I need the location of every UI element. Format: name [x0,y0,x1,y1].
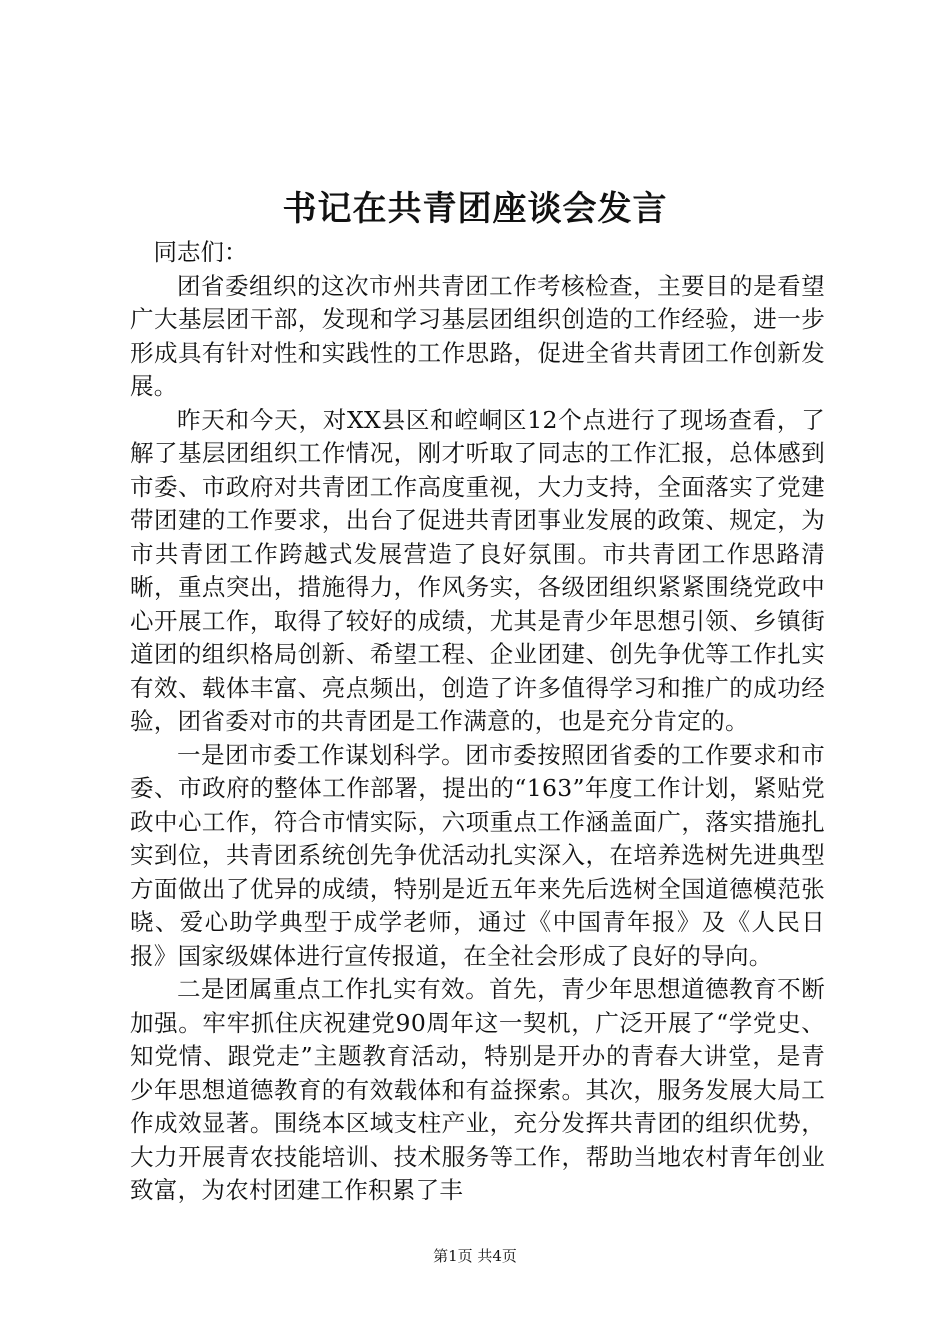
paragraph-4: 二是团属重点工作扎实有效。首先，青少年思想道德教育不断加强。牢牢抓住庆祝建党90周年这一契机，广泛开展了“学党史、知党情、跟党走”主题教育活动，特别是开办的青春大讲堂，是青少年思想道德教育的有效载体和有益探索。其次，服务发展大局工作成效显著。围绕本区域支柱产业，充分发挥共青团的组织优势，大力开展青农技能培训、技术服务等工作，帮助当地农村青年创业致富，为农村团建工作积累了丰 [130,975,825,1204]
document-body [130,236,825,1208]
paragraph-3: 一是团市委工作谋划科学。团市委按照团省委的工作要求和市委、市政府的整体工作部署，提出的“163”年度工作计划，紧贴党政中心工作，符合市情实际，六项重点工作涵盖面广，落实措施扎实到位，共青团系统创先争优活动扎实深入，在培养选树先进典型方面做出了优异的成绩，特别是近五年来先后选树全国道德模范张晓、爱心助学典型于成学老师，通过《中国青年报》及《人民日报》国家级媒体进行宣传报道，在全社会形成了良好的导向。 [130,740,825,970]
page-number-footer: 第1页 共4页 [433,1247,517,1265]
paragraph-2: 昨天和今天，对XX县区和崆峒区12个点进行了现场查看，了解了基层团组织工作情况，刚才听取了同志的工作汇报，总体感到市委、市政府对共青团工作高度重视，大力支持，全面落实了党建带团建的工作要求，出台了促进共青团事业发展的政策、规定，为市共青团工作跨越式发展营造了良好氛围。市共青团工作思路清晰，重点突出，措施得力，作风务实，各级团组织紧紧围绕党政中心开展工作，取得了较好的成绩，尤其是青少年思想引领、乡镇街道团的组织格局创新、希望工程、企业团建、创先争优等工作扎实有效、载体丰富、亮点频出，创造了许多值得学习和推广的成功经验，团省委对市的共青团是工作满意的，也是充分肯定的。 [130,405,825,735]
salutation: 同志们： [153,238,248,266]
paragraph-1: 团省委组织的这次市州共青团工作考核检查，主要目的是看望广大基层团干部，发现和学习基层团组织创造的工作经验，进一步形成具有针对性和实践性的工作思路，促进全省共青团工作创新发展。 [130,271,825,400]
document-title: 书记在共青团座谈会发言 [282,189,668,229]
